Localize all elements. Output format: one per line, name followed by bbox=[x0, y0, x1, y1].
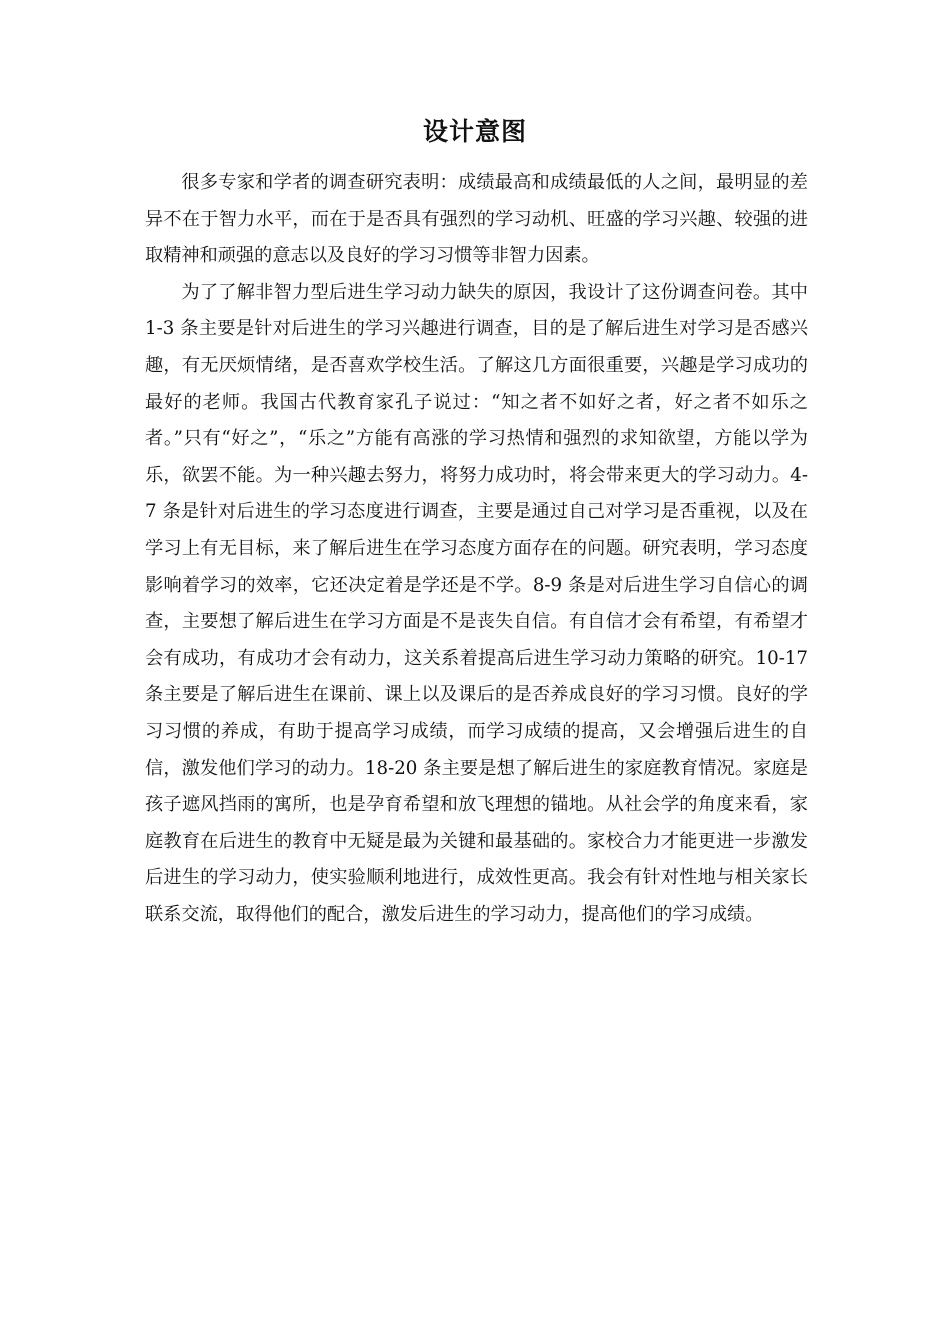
paragraph-intro: 很多专家和学者的调查研究表明：成绩最高和成绩最低的人之间，最明显的差异不在于智力水平，而在于是否具有强烈的学习动机、旺盛的学习兴趣、较强的进取精神和顽强的意志以及良好的学习习惯等非智力因素。 bbox=[145, 172, 808, 267]
document-body bbox=[145, 165, 808, 933]
paragraph-design-explanation: 为了了解非智力型后进生学习动力缺失的原因，我设计了这份调查问卷。其中 1-3 条主要是针对后进生的学习兴趣进行调查，目的是了解后进生对学习是否感兴趣，有无厌烦情绪，是否喜欢学校生活。了解这几方面很重要，兴趣是学习成功的最好的老师。我国古代教育家孔子说过：“知之者不如好之者，好之者不如乐之者。”只有“好之”，“乐之”方能有高涨的学习热情和强烈的求知欲望，方能以学为乐，欲罢不能。为一种兴趣去努力，将努力成功时，将会带来更大的学习动力。4-7 条是针对后进生的学习态度进行调查，主要是通过自己对学习是否重视，以及在学习上有无目标，来了解后进生在学习态度方面存在的问题。研究表明，学习态度影响着学习的效率，它还决定着是学还是不学。8-9 条是对后进生学习自信心的调查，主要想了解后进生在学习方面是不是丧失自信。有自信才会有希望，有希望才会有成功，有成功才会有动力，这关系着提高后进生学习动力策略的研究。10-17 条主要是了解后进生在课前、课上以及课后的是否养成良好的学习习惯。良好的学习习惯的养成，有助于提高学习成绩，而学习成绩的提高，又会增强后进生的自信，激发他们学习的动力。18-20 条主要是想了解后进生的家庭教育情况。家庭是孩子遮风挡雨的寓所，也是孕育希望和放飞理想的锚地。从社会学的角度来看，家庭教育在后进生的教育中无疑是最为关键和最基础的。家校合力才能更进一步激发后进生的学习动力，使实验顺利地进行，成效性更高。我会有针对性地与相关家长联系交流，取得他们的配合，激发后进生的学习动力，提高他们的学习成绩。 bbox=[145, 281, 808, 925]
document-title: 设计意图 bbox=[422, 117, 527, 146]
